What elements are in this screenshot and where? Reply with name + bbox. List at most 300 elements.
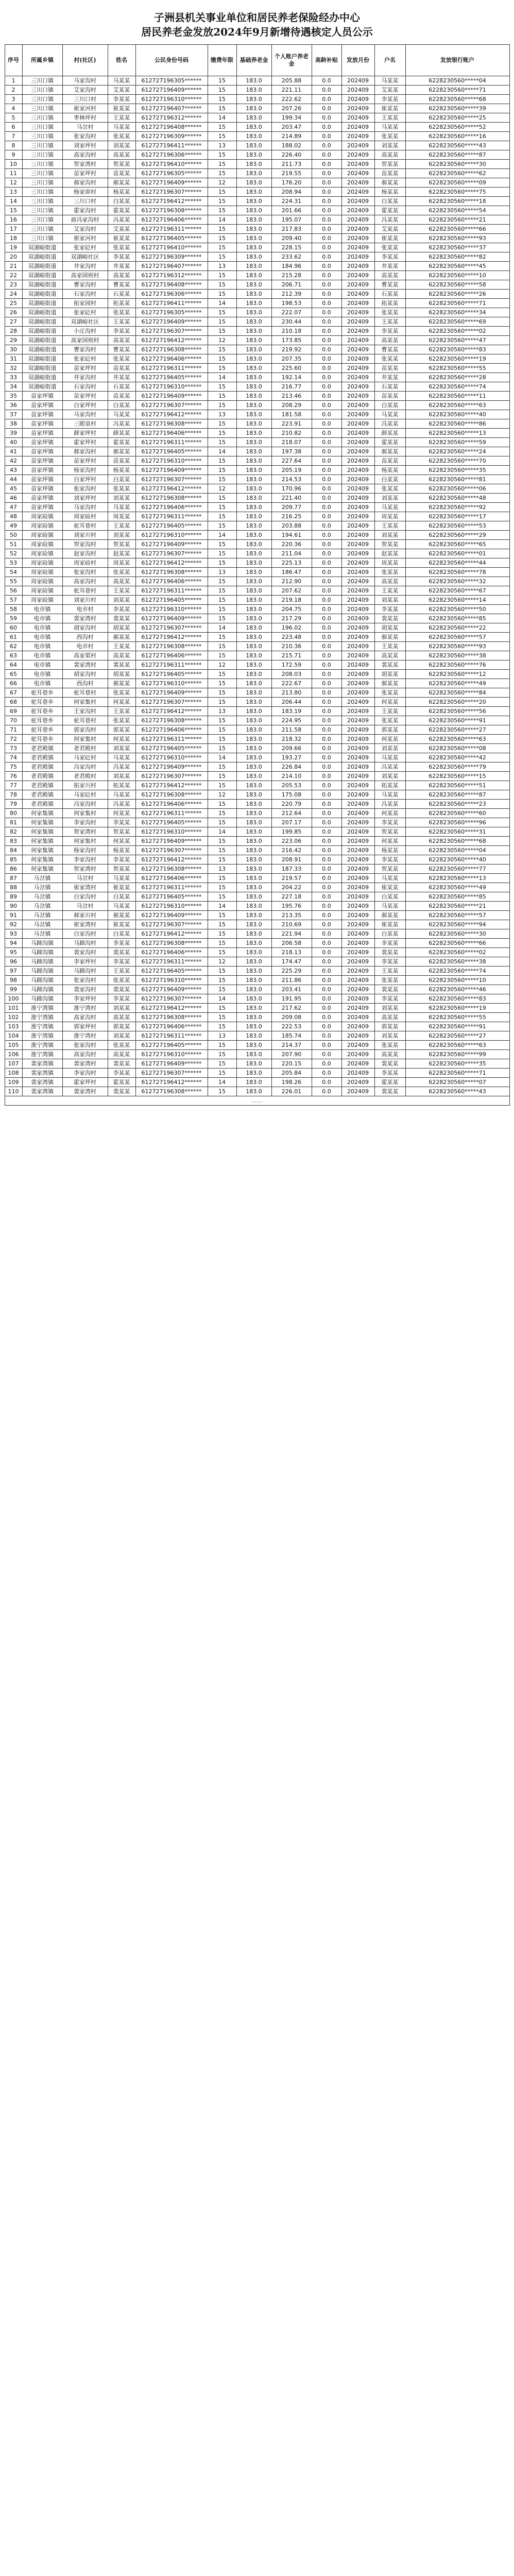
table-row	[5, 633, 509, 642]
table-cell: 612727196412******	[135, 855, 208, 865]
table-cell: 崔某某	[374, 920, 405, 929]
table-cell: 68	[5, 698, 22, 707]
table-cell: 崔某某	[108, 104, 135, 113]
table-cell: 183.0	[236, 317, 271, 327]
table-cell: 183.0	[236, 800, 271, 809]
table-cell: 183.0	[236, 772, 271, 781]
table-cell: 230.44	[271, 317, 312, 327]
table-cell: 15	[208, 308, 236, 317]
table-cell: 183.0	[236, 902, 271, 911]
table-cell: 202409	[341, 150, 374, 160]
table-cell: 三川口镇	[22, 215, 62, 225]
column-header: 所属乡镇	[22, 45, 62, 76]
column-header: 公民身份号码	[135, 45, 208, 76]
table-cell: 前冯家沟村	[62, 215, 108, 225]
table-cell: 0.0	[312, 512, 341, 521]
table-cell: 裴某某	[108, 614, 135, 623]
table-cell: 裴家湾镇	[22, 1087, 62, 1096]
table-cell: 202409	[341, 392, 374, 401]
table-cell: 高某某	[374, 577, 405, 586]
table-cell: 612727196311******	[135, 883, 208, 892]
table-cell: 6228230560*****10	[405, 976, 509, 985]
table-cell: 183.0	[236, 577, 271, 586]
table-cell: 183.0	[236, 809, 271, 818]
table-cell: 高某某	[374, 1050, 405, 1059]
table-cell: 183.0	[236, 401, 271, 410]
table-cell: 0.0	[312, 874, 341, 883]
table-cell: 驼耳巷乡	[22, 688, 62, 698]
table-row	[5, 809, 509, 818]
table-cell: 15	[208, 837, 236, 846]
table-cell: 172.59	[271, 660, 312, 670]
table-cell: 0.0	[312, 800, 341, 809]
table-cell: 12	[208, 790, 236, 800]
table-cell: 88	[5, 883, 22, 892]
table-cell: 222.07	[271, 308, 312, 317]
table-cell: 6228230560*****49	[405, 883, 509, 892]
table-cell: 马某某	[374, 902, 405, 911]
pension-table	[5, 44, 510, 1106]
table-cell: 驼耳巷乡	[22, 716, 62, 725]
table-cell: 张某某	[374, 484, 405, 494]
table-cell: 枣林坪村	[62, 113, 108, 123]
table-cell: 6228230560*****40	[405, 410, 509, 419]
title-line-2: 居民养老金发放2024年9月新增待遇核定人员公示	[141, 26, 373, 38]
table-cell: 刘家坪村	[62, 141, 108, 150]
table-cell: 222.67	[271, 679, 312, 688]
table-cell: 0.0	[312, 651, 341, 660]
table-cell: 13	[208, 865, 236, 874]
table-cell: 石某某	[374, 290, 405, 299]
table-cell: 6228230560*****20	[405, 698, 509, 707]
table-cell: 苗家坪镇	[22, 475, 62, 484]
table-cell: 612727196405******	[135, 892, 208, 902]
table-cell: 85	[5, 855, 22, 865]
table-cell: 110	[5, 1087, 22, 1096]
table-cell: 0.0	[312, 1050, 341, 1059]
table-cell: 11	[5, 169, 22, 178]
table-cell: 杨某某	[108, 846, 135, 855]
table-cell: 0.0	[312, 456, 341, 466]
table-cell: 李家坪村	[62, 957, 108, 967]
table-cell: 老君殿村	[62, 744, 108, 753]
table-cell: 217.83	[271, 225, 312, 234]
table-cell: 15	[208, 549, 236, 558]
table-cell: 0.0	[312, 262, 341, 271]
table-cell: 0.0	[312, 586, 341, 596]
table-cell: 6228230560*****91	[405, 1022, 509, 1031]
table-cell: 三川口镇	[22, 150, 62, 160]
table-cell: 211.86	[271, 976, 312, 985]
table-cell: 202409	[341, 874, 374, 883]
table-cell: 41	[5, 447, 22, 456]
table-cell: 崔某某	[108, 883, 135, 892]
table-cell: 202409	[341, 762, 374, 772]
table-cell: 苗家坪镇	[22, 456, 62, 466]
table-cell: 张某某	[374, 132, 405, 141]
table-cell: 13	[208, 1031, 236, 1041]
table-cell: 612727196307******	[135, 401, 208, 410]
table-cell: 183.0	[236, 670, 271, 679]
table-cell: 15	[208, 725, 236, 735]
table-cell: 197.38	[271, 447, 312, 456]
table-cell: 李家坪村	[62, 994, 108, 1004]
table-row	[5, 855, 509, 865]
table-cell: 冯某某	[108, 800, 135, 809]
table-cell: 183.0	[236, 336, 271, 345]
table-cell: 霍某某	[108, 206, 135, 215]
table-cell: 184.96	[271, 262, 312, 271]
table-cell: 马某某	[108, 123, 135, 132]
table-cell: 183.0	[236, 521, 271, 531]
table-cell: 刘家川村	[62, 531, 108, 540]
table-cell: 石家沟村	[62, 382, 108, 392]
table-cell: 207.35	[271, 354, 312, 364]
table-cell: 郝家川村	[62, 911, 108, 920]
table-cell: 202409	[341, 846, 374, 855]
table-cell: 96	[5, 957, 22, 967]
table-cell: 马某某	[374, 874, 405, 883]
table-cell: 淮宁湾镇	[22, 1031, 62, 1041]
table-cell: 淮宁湾镇	[22, 1022, 62, 1031]
table-cell: 18	[5, 234, 22, 243]
table-cell: 胡家沟村	[62, 623, 108, 633]
table-cell: 202409	[341, 308, 374, 317]
table-cell: 183.0	[236, 123, 271, 132]
table-cell: 612727196412******	[135, 707, 208, 716]
table-cell: 220.36	[271, 540, 312, 549]
table-cell: 6228230560*****86	[405, 419, 509, 429]
table-cell: 马某某	[374, 76, 405, 86]
table-row	[5, 670, 509, 679]
table-cell: 612727196311******	[135, 660, 208, 670]
table-cell: 马某某	[374, 503, 405, 512]
table-row	[5, 540, 509, 549]
table-cell: 三川口村	[62, 197, 108, 206]
table-cell: 小庄沟村	[62, 327, 108, 336]
table-cell: 15	[208, 419, 236, 429]
table-cell: 拓某某	[108, 299, 135, 308]
table-cell: 58	[5, 605, 22, 614]
table-cell: 贺家湾村	[62, 160, 108, 169]
table-cell: 15	[208, 382, 236, 392]
table-cell: 206.58	[271, 939, 312, 948]
table-cell: 6228230560*****30	[405, 929, 509, 939]
table-row	[5, 160, 509, 169]
table-cell: 223.48	[271, 633, 312, 642]
table-cell: 马某某	[108, 410, 135, 419]
table-cell: 张某某	[108, 243, 135, 252]
table-cell: 6228230560*****93	[405, 234, 509, 243]
table-cell: 52	[5, 549, 22, 558]
table-cell: 13	[208, 262, 236, 271]
table-cell: 0.0	[312, 837, 341, 846]
table-row	[5, 586, 509, 596]
table-cell: 6228230560*****35	[405, 1059, 509, 1069]
table-cell: 15	[208, 503, 236, 512]
table-cell: 贺家湾村	[62, 865, 108, 874]
table-cell: 15	[208, 855, 236, 865]
table-cell: 淮宁湾村	[62, 1031, 108, 1041]
table-row	[5, 1004, 509, 1013]
table-cell: 207.62	[271, 586, 312, 596]
table-row	[5, 123, 509, 132]
table-cell: 202409	[341, 317, 374, 327]
table-cell: 15	[208, 670, 236, 679]
table-cell: 183.0	[236, 605, 271, 614]
table-cell: 183.0	[236, 503, 271, 512]
table-cell: 612727196406******	[135, 577, 208, 586]
table-cell: 郭某某	[374, 1022, 405, 1031]
table-cell: 马家沟村	[62, 503, 108, 512]
table-cell: 张某某	[108, 688, 135, 698]
table-cell: 何某某	[374, 698, 405, 707]
table-cell: 612727196307******	[135, 1069, 208, 1078]
table-cell: 何家集镇	[22, 846, 62, 855]
table-row	[5, 623, 509, 633]
table-cell: 33	[5, 373, 22, 382]
table-cell: 张家砭村	[62, 308, 108, 317]
table-cell: 221.94	[271, 929, 312, 939]
table-cell: 612727196412******	[135, 633, 208, 642]
table-cell: 202409	[341, 1041, 374, 1050]
table-cell: 6228230560*****07	[405, 1078, 509, 1087]
table-cell: 202409	[341, 262, 374, 271]
table-cell: 213.46	[271, 392, 312, 401]
table-cell: 双湖峪街道	[22, 382, 62, 392]
table-cell: 183.0	[236, 364, 271, 373]
table-cell: 6228230560*****96	[405, 818, 509, 827]
table-cell: 高某某	[374, 336, 405, 345]
table-cell: 15	[208, 1069, 236, 1078]
table-cell: 双湖峪街道	[22, 280, 62, 290]
table-cell: 202409	[341, 354, 374, 364]
table-cell: 郭某某	[108, 1022, 135, 1031]
table-cell: 90	[5, 902, 22, 911]
table-cell: 刘家坪村	[62, 494, 108, 503]
table-cell: 6228230560*****50	[405, 605, 509, 614]
table-cell: 0.0	[312, 957, 341, 967]
table-cell: 白某某	[374, 892, 405, 902]
table-cell: 202409	[341, 614, 374, 623]
table-cell: 202409	[341, 679, 374, 688]
table-cell: 612727196307******	[135, 994, 208, 1004]
table-cell: 202409	[341, 243, 374, 252]
table-cell: 202409	[341, 531, 374, 540]
table-cell: 杨某某	[108, 466, 135, 475]
table-cell: 石某某	[108, 290, 135, 299]
table-cell: 612727196308******	[135, 419, 208, 429]
table-cell: 612727196409******	[135, 1059, 208, 1069]
table-cell: 202409	[341, 364, 374, 373]
table-cell: 马岔镇	[22, 929, 62, 939]
table-cell: 白某某	[108, 401, 135, 410]
table-cell: 0.0	[312, 827, 341, 837]
table-cell: 高某某	[108, 1013, 135, 1022]
table-row	[5, 401, 509, 410]
table-cell: 白家坪村	[62, 401, 108, 410]
table-cell: 双湖峪街道	[22, 290, 62, 299]
table-cell: 曹家沟村	[62, 280, 108, 290]
table-cell: 183.0	[236, 392, 271, 401]
table-cell: 6228230560*****74	[405, 967, 509, 976]
table-cell: 6228230560*****94	[405, 920, 509, 929]
table-cell: 183.0	[236, 262, 271, 271]
table-cell: 220.15	[271, 1059, 312, 1069]
table-cell: 张某某	[108, 308, 135, 317]
table-cell: 0.0	[312, 392, 341, 401]
table-cell: 6228230560*****48	[405, 494, 509, 503]
table-cell: 15	[208, 252, 236, 262]
table-cell: 刘某某	[108, 596, 135, 605]
table-cell: 6228230560*****60	[405, 809, 509, 818]
table-cell: 222.62	[271, 95, 312, 104]
table-cell: 84	[5, 846, 22, 855]
table-cell: 驼耳巷村	[62, 521, 108, 531]
table-cell: 183.0	[236, 345, 271, 354]
table-cell: 刘某某	[108, 744, 135, 753]
table-cell: 225.29	[271, 967, 312, 976]
table-cell: 6228230560*****53	[405, 521, 509, 531]
table-cell: 183.0	[236, 447, 271, 456]
table-cell: 14	[208, 531, 236, 540]
table-cell: 何家集镇	[22, 865, 62, 874]
table-cell: 双湖峪街道	[22, 252, 62, 262]
table-cell: 6228230560*****99	[405, 1050, 509, 1059]
table-cell: 15	[208, 1050, 236, 1059]
table-cell: 郝某某	[374, 679, 405, 688]
table-cell: 淮宁湾镇	[22, 1041, 62, 1050]
table-cell: 208.03	[271, 670, 312, 679]
table-cell: 马家沟村	[62, 76, 108, 86]
table-row	[5, 994, 509, 1004]
table-cell: 薛某某	[108, 429, 135, 438]
table-row	[5, 549, 509, 558]
table-cell: 209.77	[271, 503, 312, 512]
table-cell: 刘某某	[374, 141, 405, 150]
table-cell: 205.88	[271, 76, 312, 86]
table-cell: 电市镇	[22, 605, 62, 614]
table-cell: 0.0	[312, 1041, 341, 1050]
table-cell: 三川口镇	[22, 76, 62, 86]
table-cell: 何家集镇	[22, 837, 62, 846]
table-cell: 612727196409******	[135, 985, 208, 994]
table-cell: 0.0	[312, 447, 341, 456]
table-cell: 裴某某	[108, 985, 135, 994]
table-cell: 183.0	[236, 252, 271, 262]
table-cell: 183.0	[236, 939, 271, 948]
table-cell: 马岔镇	[22, 892, 62, 902]
table-cell: 181.58	[271, 410, 312, 419]
table-cell: 高家渠村	[62, 651, 108, 660]
table-cell: 14	[5, 197, 22, 206]
table-cell: 0.0	[312, 113, 341, 123]
table-cell: 张家沟村	[62, 568, 108, 577]
table-cell: 李家沟村	[62, 855, 108, 865]
table-cell: 裴家沟村	[62, 948, 108, 957]
table-cell: 61	[5, 633, 22, 642]
table-cell: 7	[5, 132, 22, 141]
table-row	[5, 883, 509, 892]
table-cell: 202409	[341, 1059, 374, 1069]
table-cell: 56	[5, 586, 22, 596]
table-cell: 183.0	[236, 410, 271, 419]
table-cell: 202409	[341, 911, 374, 920]
table-cell: 冯某某	[374, 762, 405, 772]
table-cell: 0.0	[312, 920, 341, 929]
table-row	[5, 86, 509, 95]
table-row	[5, 512, 509, 521]
table-cell: 白某某	[374, 401, 405, 410]
table-cell: 驼耳巷村	[62, 716, 108, 725]
column-header: 发放银行账户	[405, 45, 509, 76]
table-cell: 1	[5, 76, 22, 86]
table-cell: 0.0	[312, 660, 341, 670]
table-cell: 76	[5, 772, 22, 781]
table-cell: 石某某	[374, 382, 405, 392]
table-cell: 霍某某	[108, 438, 135, 447]
table-cell: 13	[208, 410, 236, 419]
table-cell: 15	[208, 206, 236, 215]
table-cell: 拓某某	[108, 781, 135, 790]
table-cell: 202409	[341, 920, 374, 929]
table-cell: 0.0	[312, 382, 341, 392]
table-cell: 刘某某	[374, 494, 405, 503]
table-cell: 183.0	[236, 827, 271, 837]
table-cell: 97	[5, 967, 22, 976]
table-cell: 张某某	[108, 976, 135, 985]
table-cell: 44	[5, 475, 22, 484]
table-cell: 驼耳巷村	[62, 586, 108, 596]
table-cell: 白某某	[108, 892, 135, 902]
table-cell: 64	[5, 660, 22, 670]
table-cell: 183.0	[236, 911, 271, 920]
table-cell: 216.25	[271, 512, 312, 521]
table-cell: 202409	[341, 818, 374, 827]
table-cell: 老君殿镇	[22, 762, 62, 772]
table-cell: 6228230560*****52	[405, 123, 509, 132]
table-cell: 电市村	[62, 605, 108, 614]
table-cell: 183.0	[236, 994, 271, 1004]
table-cell: 183.0	[236, 623, 271, 633]
table-cell: 老君殿镇	[22, 790, 62, 800]
table-cell: 13	[208, 707, 236, 716]
column-header: 缴费年限	[208, 45, 236, 76]
table-cell: 何家集村	[62, 837, 108, 846]
table-cell: 612727196405******	[135, 744, 208, 753]
table-cell: 612727196406******	[135, 503, 208, 512]
table-cell: 42	[5, 456, 22, 466]
table-cell: 0.0	[312, 215, 341, 225]
table-cell: 12	[208, 336, 236, 345]
table-cell: 203.88	[271, 521, 312, 531]
table-cell: 183.19	[271, 707, 312, 716]
table-cell: 李某某	[108, 939, 135, 948]
table-cell: 13	[208, 568, 236, 577]
table-cell: 马岔镇	[22, 874, 62, 883]
table-cell: 78	[5, 790, 22, 800]
table-cell: 62	[5, 642, 22, 651]
table-cell: 白某某	[374, 197, 405, 206]
table-cell: 46	[5, 494, 22, 503]
table-cell: 电市镇	[22, 614, 62, 623]
table-cell: 612727196307******	[135, 698, 208, 707]
table-cell: 612727196405******	[135, 234, 208, 243]
table-cell: 15	[208, 1022, 236, 1031]
table-cell: 郝某某	[374, 447, 405, 456]
table-cell: 裴某某	[108, 1087, 135, 1096]
table-cell: 218.07	[271, 438, 312, 447]
